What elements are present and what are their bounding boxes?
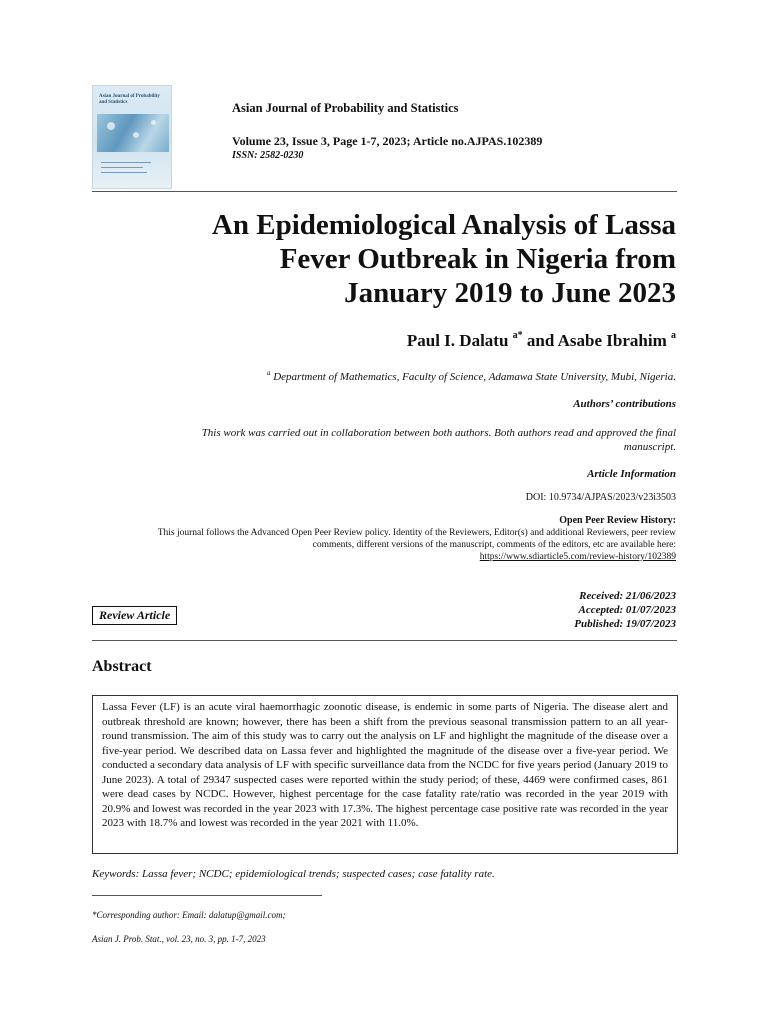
contributions-line: This work was carried out in collaboration between both authors. Both authors read and approved the final xyxy=(201,427,676,439)
peer-review-line: This journal follows the Advanced Open Peer Review policy. Identity of the Reviewers, Editor(s) and additional Reviewers, peer review xyxy=(157,528,676,538)
contributions-line: manuscript. xyxy=(623,441,676,453)
cover-title: Asian Journal of Probability and Statistics xyxy=(99,94,160,105)
contributions-heading: Authors’ contributions xyxy=(573,398,676,410)
peer-review-line: comments, different versions of the manuscript, comments of the editors, etc are available here: xyxy=(312,540,676,550)
cover-decoration xyxy=(101,162,151,163)
abstract-heading: Abstract xyxy=(92,658,152,675)
journal-name: Asian Journal of Probability and Statistics xyxy=(232,101,459,115)
title-line: Fever Outbreak in Nigeria from xyxy=(279,243,676,275)
keywords: Keywords: Lassa fever; NCDC; epidemiological trends; suspected cases; case fatality rate. xyxy=(92,868,495,880)
published-date: Published: 19/07/2023 xyxy=(574,618,676,630)
doi: DOI: 10.9734/AJPAS/2023/v23i3503 xyxy=(525,492,676,503)
header-divider xyxy=(92,191,677,192)
article-dates xyxy=(574,589,676,631)
abstract-text: Lassa Fever (LF) is an acute viral haemorrhagic zoonotic disease, is endemic in some parts of Nigeria. The disease alert and outbreak threshold are known; however, there has been a shift from the previous seasonal transmission pattern to an all year-round transmission. The aim of this study was to carry out the analysis on LF and highlight the magnitude of the disease over a five-year period. We described data on Lassa fever and highlighted the magnitude of the disease over a five-year period. We conducted a secondary data analysis of LF with specific surveillance data from the NCDC for five years period (January 2019 to June 2023). A total of 29347 suspected cases were reported within the study period; of these, 4469 were confirmed cases, 861 were dead cases by NCDC. However, highest percentage for the case fatality rate/ratio was recorded in the year 2019 with 20.9% and lowest was recorded in the year 2023 with 17.3%. The highest percentage case positive rate was recorded in the year 2023 with 18.7% and lowest was recorded in the year 2021 with 11.0%. xyxy=(92,695,678,854)
cover-decoration xyxy=(133,132,139,138)
author-name: Paul I. Dalatu xyxy=(406,331,509,350)
contributions-text xyxy=(106,426,676,454)
title-line: January 2019 to June 2023 xyxy=(344,277,676,309)
journal-cover-image xyxy=(92,85,172,189)
accepted-date: Accepted: 01/07/2023 xyxy=(578,604,676,616)
peer-review-link[interactable]: https://www.sdiarticle5.com/review-history/102389 xyxy=(479,552,676,562)
cover-decoration xyxy=(101,172,147,173)
citation-footer: Asian J. Prob. Stat., vol. 23, no. 3, pp. 1-7, 2023 xyxy=(92,934,266,944)
author-list xyxy=(407,330,676,351)
author-affiliation-mark: a xyxy=(671,330,676,341)
title-line: An Epidemiological Analysis of Lassa xyxy=(211,209,676,241)
section-divider xyxy=(92,640,677,641)
affiliation xyxy=(267,369,676,383)
corresponding-author-footnote: *Corresponding author: Email: dalatup@gmail.com; xyxy=(92,910,286,920)
cover-decoration xyxy=(151,120,156,125)
cover-decoration xyxy=(107,122,115,130)
cover-decoration xyxy=(101,167,143,168)
article-info-heading: Article Information xyxy=(587,468,676,480)
article-type-badge: Review Article xyxy=(92,606,177,625)
author-affiliation-mark: a* xyxy=(512,330,523,341)
peer-review-text xyxy=(86,527,676,563)
affiliation-mark: a xyxy=(266,369,271,377)
volume-line: Volume 23, Issue 3, Page 1-7, 2023; Article no.AJPAS.102389 xyxy=(232,134,543,148)
affiliation-text: Department of Mathematics, Faculty of Science, Adamawa State University, Mubi, Nigeria. xyxy=(273,371,676,383)
author-name: and Asabe Ibrahim xyxy=(526,331,667,350)
issn: ISSN: 2582-0230 xyxy=(232,150,304,161)
article-title xyxy=(116,208,676,310)
received-date: Received: 21/06/2023 xyxy=(579,590,676,602)
footnote-divider xyxy=(92,895,322,896)
peer-review-heading: Open Peer Review History: xyxy=(559,515,676,526)
